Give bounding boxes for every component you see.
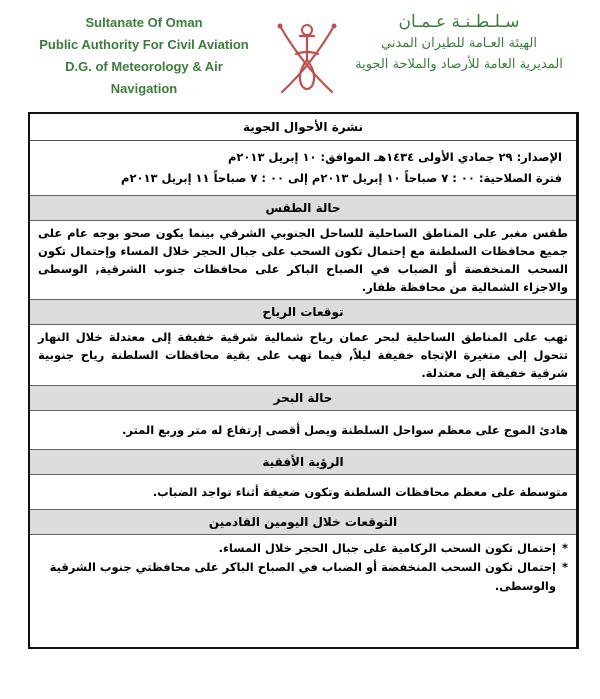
oman-emblem-icon [272, 14, 342, 100]
issue-date-line: الإصدار: ٢٩ جمادي الأولى ١٤٣٤هـ الموافق: ١٠ إبريل ٢٠١٣م [227, 150, 562, 164]
list-item: * إحتمال تكون السحب المنخفضة أو الضباب في الصباح الباكر على محافظتي جنوب الشرقية والوسطى. [38, 558, 568, 596]
bulletin-frame [28, 112, 579, 649]
weather-text: طقس مغبر على المناطق الساحلية للساحل الجنوبي الشرقي بينما يكون صحو بوجه عام على جميع محافظات السلطنة مع إحتمال تكون السحب على جبال الحجر خلال المساء وإحتمال تكون السحب المنخفضة أو الضباب في الصباح الباكر على محافظات جنوب الشرقية, الوسطى والاجزاء الشمالية من محافظة ظفار. [38, 226, 568, 294]
validity-line: فترة الصلاحية: ٠٠ : ٧ صباحاً ١٠ إبريل ٢٠١٣م إلى ٠٠ : ٧ صباحاً ١١ إبريل ٢٠١٣م [121, 171, 562, 185]
header-en-line-4: Navigation [110, 81, 178, 96]
winds-heading: توقعات الرياح [30, 299, 576, 325]
header-en-line-2: Public Authority For Civil Aviation [39, 37, 249, 52]
winds-text: تهب على المناطق الساحلية لبحر عمان رياح شمالية شرقية خفيفة إلى معتدلة خلال النهار تتحول إلى متغيرة الإتجاه خفيفة ليلاً, فيما تهب على بقية محافظات السلطنة رياح جنوبية شرقية خفيفة إلى معتدلة. [38, 330, 568, 380]
header-ar-line-3: المديرية العامة للأرصاد والملاحة الجوية [355, 57, 563, 72]
weather-heading: حالة الطقس [30, 195, 576, 221]
header-en-line-3: D.G. of Meteorology & Air [65, 59, 223, 74]
outlook-heading: التوقعات خلال اليومين القادمين [30, 509, 576, 535]
header-arabic [334, 12, 584, 75]
list-item: * إحتمال تكون السحب الركامية على جبال الحجر خلال المساء. [38, 539, 568, 558]
bulletin-title: نشرة الأحوال الجوية [30, 114, 576, 141]
header-ar-line-2: الهيئة العـامة للطيران المدني [381, 36, 537, 51]
header-en-line-1: Sultanate Of Oman [85, 15, 203, 30]
visibility-heading: الرؤية الأفقية [30, 449, 576, 475]
sea-heading: حالة البحر [30, 385, 576, 411]
visibility-text: متوسطة على معظم محافظات السلطنة وتكون ضعيفة أثناء تواجد الضباب. [152, 485, 568, 499]
outlook-list [30, 535, 576, 600]
header-ar-line-1: سـلـطـنـة عـمـان [398, 12, 520, 32]
sea-text: هادئ الموج على معظم سواحل السلطنة ويصل أقصى إرتفاع له متر وربع المتر. [121, 423, 568, 437]
header-english [14, 12, 274, 100]
